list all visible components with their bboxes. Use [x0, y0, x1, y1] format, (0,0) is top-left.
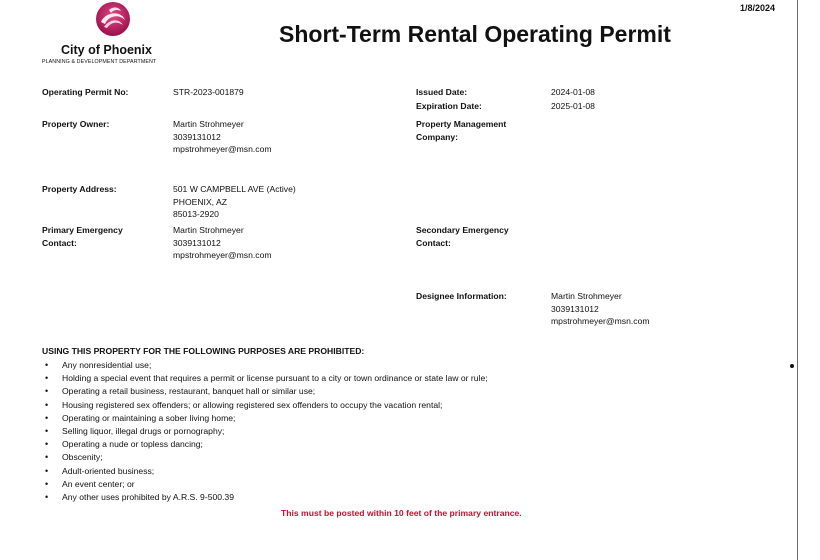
logo-department: PLANNING & DEVELOPMENT DEPARTMENT: [42, 59, 157, 65]
address-line2: PHOENIX, AZ: [173, 196, 227, 207]
management-label-line1: Property Management: [416, 119, 507, 129]
print-date: 1/8/2024: [740, 3, 776, 13]
management-company-label: [416, 118, 506, 143]
owner-email: mpstrohmeyer@msn.com: [173, 144, 272, 155]
property-owner-block: [173, 118, 272, 156]
logo-city-name: City of Phoenix: [61, 43, 152, 57]
list-item: • Holding a special event that requires a permit or license pursuant to a city or town ordinance or state law or rule;: [42, 372, 488, 385]
edge-dot: [790, 364, 794, 368]
issued-date-value: 2024-01-08: [551, 87, 595, 97]
primary-contact-label: [42, 224, 123, 249]
list-item: • Selling liquor, illegal drugs or pornography;: [42, 425, 488, 438]
prohibited-uses-list: [42, 359, 488, 504]
list-item: • Obscenity;: [42, 451, 488, 464]
list-item: • Operating or maintaining a sober living home;: [42, 412, 488, 425]
permit-number-label: Operating Permit No:: [42, 87, 129, 97]
secondary-contact-label-line1: Secondary Emergency: [416, 225, 509, 235]
page-title: Short-Term Rental Operating Permit: [279, 21, 671, 47]
management-label-line2: Company:: [416, 131, 459, 142]
expiration-date-label: Expiration Date:: [416, 101, 482, 111]
property-address-label: Property Address:: [42, 184, 117, 194]
primary-contact-label-line2: Contact:: [42, 237, 77, 248]
owner-name: Martin Strohmeyer: [173, 119, 244, 129]
primary-contact-name: Martin Strohmeyer: [173, 225, 244, 235]
designee-label: Designee Information:: [416, 291, 507, 301]
page-edge-line: [797, 0, 798, 560]
list-item: • Adult-oriented business;: [42, 465, 488, 478]
list-item: • Operating a retail business, restaurant, banquet hall or similar use;: [42, 385, 488, 398]
posting-notice: This must be posted within 10 feet of the primary entrance.: [281, 508, 522, 518]
issued-date-label: Issued Date:: [416, 87, 468, 97]
phoenix-bird-icon: [91, 0, 135, 40]
city-of-phoenix-logo: [58, 0, 168, 40]
prohibited-heading: USING THIS PROPERTY FOR THE FOLLOWING PURPOSES ARE PROHIBITED:: [42, 346, 365, 356]
address-line1: 501 W CAMPBELL AVE (Active): [173, 184, 296, 194]
property-address-block: [173, 183, 296, 221]
designee-email: mpstrohmeyer@msn.com: [551, 316, 650, 327]
list-item: • Any nonresidential use;: [42, 359, 488, 372]
permit-number-value: STR-2023-001879: [173, 87, 244, 97]
list-item: • Housing registered sex offenders; or allowing registered sex offenders to occupy the vacation rental;: [42, 399, 488, 412]
list-item: • An event center; or: [42, 478, 488, 491]
designee-block: [551, 290, 650, 328]
list-item: • Any other uses prohibited by A.R.S. 9-500.39: [42, 491, 488, 504]
expiration-date-value: 2025-01-08: [551, 101, 595, 111]
list-item: • Operating a nude or topless dancing;: [42, 438, 488, 451]
primary-contact-email: mpstrohmeyer@msn.com: [173, 250, 272, 261]
property-owner-label: Property Owner:: [42, 119, 110, 129]
designee-phone: 3039131012: [551, 303, 599, 314]
owner-phone: 3039131012: [173, 131, 221, 142]
secondary-contact-label: [416, 224, 509, 249]
primary-contact-block: [173, 224, 272, 262]
primary-contact-label-line1: Primary Emergency: [42, 225, 123, 235]
primary-contact-phone: 3039131012: [173, 237, 221, 248]
footer-cutoff: [165, 553, 635, 560]
secondary-contact-label-line2: Contact:: [416, 237, 451, 248]
designee-name: Martin Strohmeyer: [551, 291, 622, 301]
address-line3: 85013-2920: [173, 209, 219, 220]
